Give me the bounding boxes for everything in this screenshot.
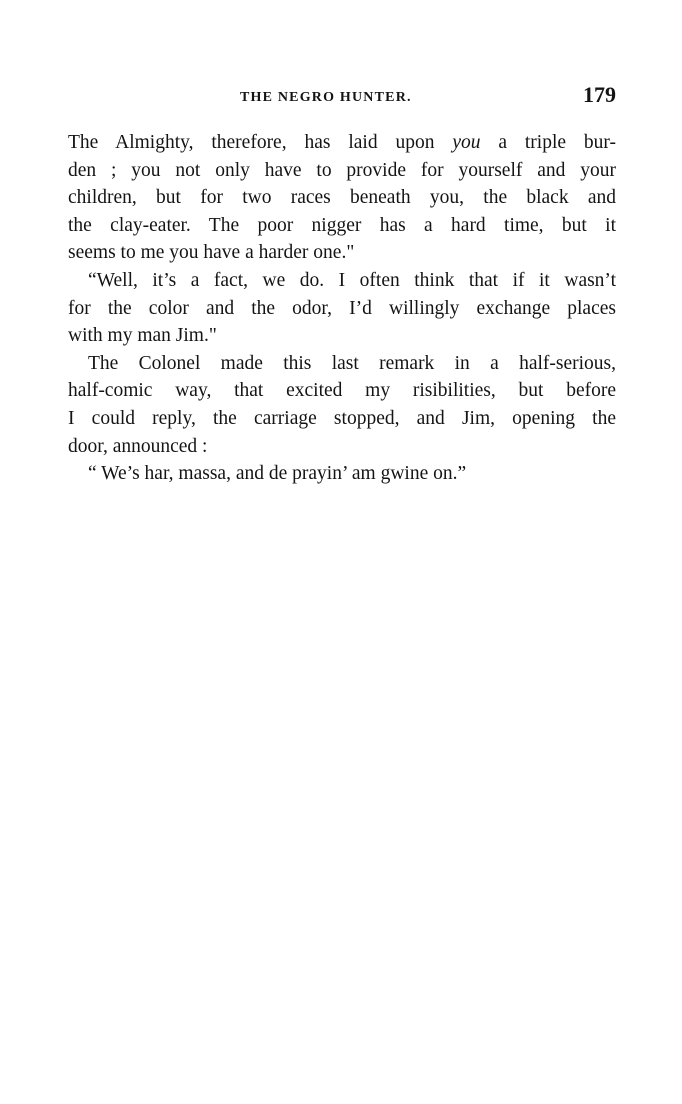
text-line: door, announced :: [68, 435, 208, 457]
text-line: den ; you not only have to provide for yourself and your: [68, 159, 616, 181]
text-line: with my man Jim.": [68, 325, 217, 347]
text-line: The Colonel made this last remark in a half-serious,: [88, 352, 616, 374]
text-line: “ We’s har, massa, and de prayin’ am gwine on.”: [88, 463, 467, 485]
text-line: I could reply, the carriage stopped, and Jim, opening the: [68, 407, 616, 429]
body-text: [68, 129, 616, 488]
running-head: [68, 84, 616, 114]
running-title: THE NEGRO HUNTER.: [240, 90, 412, 105]
text-line: “Well, it’s a fact, we do. I often think that if it wasn’t: [88, 269, 616, 291]
text-line: the clay-eater. The poor nigger has a hard time, but it: [68, 214, 616, 236]
emphasized-word: you: [452, 132, 481, 153]
page-number: 179: [583, 82, 616, 107]
text-line: The Almighty, therefore, has laid upon you a triple bur-: [68, 132, 617, 153]
text-line: half-comic way, that excited my risibilities, but before: [68, 380, 616, 402]
text-line: children, but for two races beneath you, the black and: [68, 187, 616, 209]
text-line: for the color and the odor, I’d willingly exchange places: [68, 297, 616, 319]
text-line: seems to me you have a harder one.": [68, 242, 355, 264]
